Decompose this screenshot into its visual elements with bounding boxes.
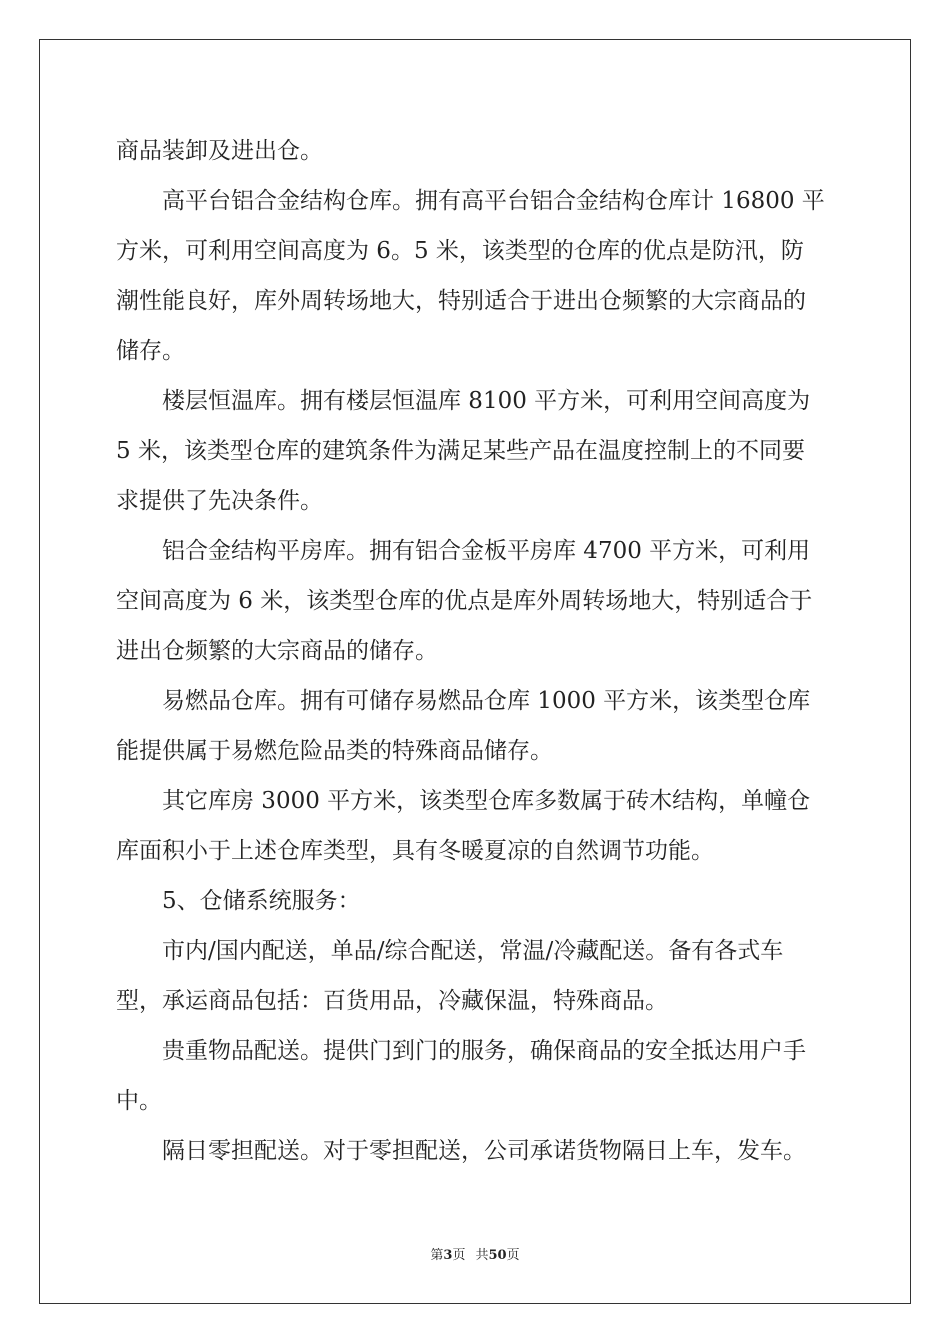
- document-body: [116, 126, 836, 1176]
- total-suffix: 页: [506, 1248, 520, 1263]
- page-footer: [0, 1248, 950, 1264]
- text-line: 贵重物品配送。提供门到门的服务，确保商品的安全抵达用户手: [116, 1038, 806, 1064]
- text-line: 潮性能良好，库外周转场地大，特别适合于进出仓频繁的大宗商品的: [116, 288, 806, 314]
- page-prefix: 第: [430, 1248, 444, 1263]
- text-line: 库面积小于上述仓库类型，具有冬暖夏凉的自然调节功能。: [116, 838, 714, 864]
- text-line: 5 米，该类型仓库的建筑条件为满足某些产品在温度控制上的不同要: [116, 438, 805, 464]
- page-suffix: 页: [452, 1248, 466, 1263]
- text-line: 型，承运商品包括：百货用品，冷藏保温，特殊商品。: [116, 988, 668, 1014]
- total-page-count: 50: [488, 1248, 507, 1263]
- text-line: 易燃品仓库。拥有可储存易燃品仓库 1000 平方米，该类型仓库: [116, 688, 811, 714]
- text-line: 储存。: [116, 338, 185, 364]
- current-page-number: 3: [443, 1248, 453, 1263]
- text-line: 求提供了先决条件。: [116, 488, 323, 514]
- text-line: 楼层恒温库。拥有楼层恒温库 8100 平方米，可利用空间高度为: [116, 388, 811, 414]
- text-line: 空间高度为 6 米，该类型仓库的优点是库外周转场地大，特别适合于: [116, 588, 813, 614]
- text-line: 5、仓储系统服务：: [116, 888, 361, 914]
- text-line: 铝合金结构平房库。拥有铝合金板平房库 4700 平方米，可利用: [116, 538, 811, 564]
- text-line: 商品装卸及进出仓。: [116, 138, 323, 164]
- text-line: 能提供属于易燃危险品类的特殊商品储存。: [116, 738, 553, 764]
- text-line: 中。: [116, 1088, 162, 1114]
- text-line: 方米，可利用空间高度为 6。5 米，该类型的仓库的优点是防汛，防: [116, 238, 804, 264]
- text-line: 其它库房 3000 平方米，该类型仓库多数属于砖木结构，单幢仓: [116, 788, 811, 814]
- text-line: 进出仓频繁的大宗商品的储存。: [116, 638, 438, 664]
- text-line: 高平台铝合金结构仓库。拥有高平台铝合金结构仓库计 16800 平: [116, 188, 825, 214]
- total-prefix: 共: [475, 1248, 489, 1263]
- text-line: 市内/国内配送，单品/综合配送，常温/冷藏配送。备有各式车: [116, 938, 784, 964]
- text-line: 隔日零担配送。对于零担配送，公司承诺货物隔日上车，发车。: [116, 1138, 806, 1164]
